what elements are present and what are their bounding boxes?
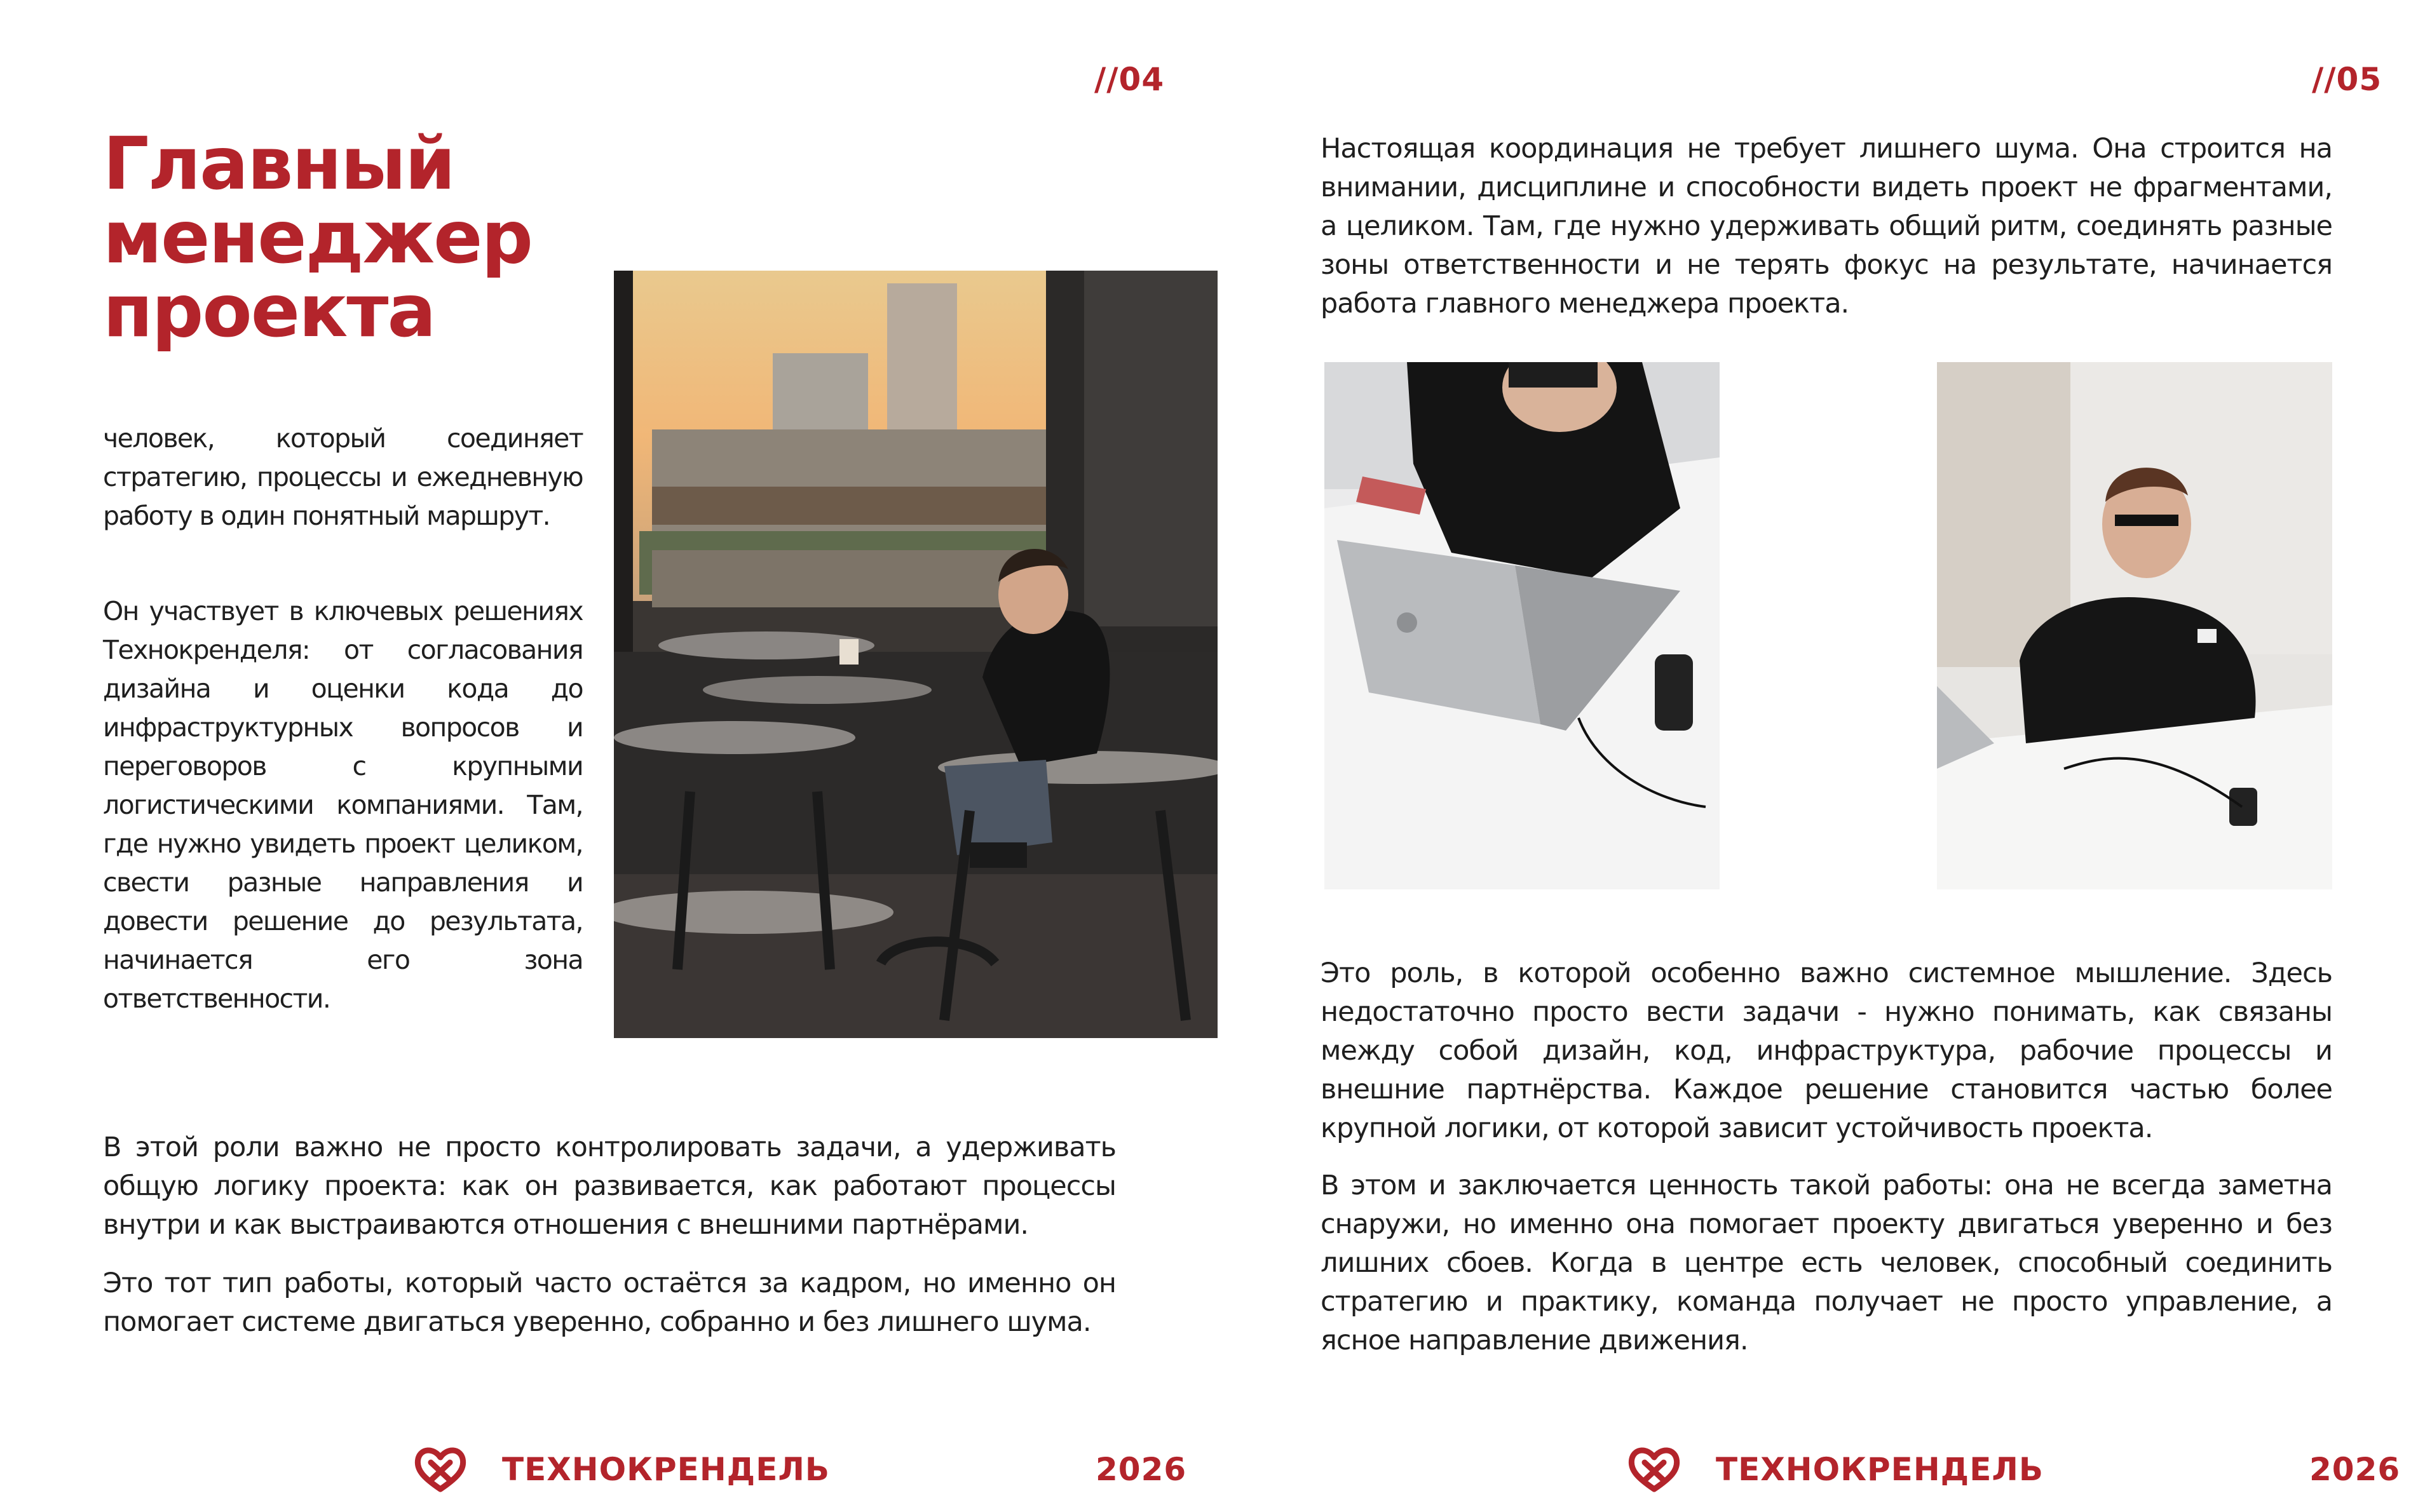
brand-name: ТЕХНОКРЕНДЕЛЬ (502, 1451, 831, 1488)
body-paragraph: Он участвует в ключевых решениях Технокренделя: от согласования дизайна и оценки кода до инфраструктурных вопросов и переговоров с крупными логистическими компаниями. Там, где нужно увидеть проект целиком, свести разные направления и довести решение до результата, начинается его зона ответственности. (103, 596, 583, 1014)
body-paragraph: Это тот тип работы, который часто остаётся за кадром, но именно он помогает системе двигаться уверенно, собранно и без лишнего шума. (103, 1267, 1116, 1338)
photo-laptop-desk-icon (1324, 362, 1720, 889)
laptop-desk-photo (1324, 362, 1720, 889)
year: 2026 (2309, 1451, 2401, 1488)
left-page (0, 0, 1212, 1512)
year: 2026 (1096, 1451, 1187, 1488)
page-title: Главный менеджер проекта (103, 121, 533, 353)
brand-name: ТЕХНОКРЕНДЕЛЬ (1716, 1451, 2044, 1488)
body-paragraph: Настоящая координация не требует лишнего шума. Она строится на внимании, дисциплине и способности видеть проект не фрагментами, а целиком. Там, где нужно удерживать общий ритм, соединять разные зоны ответственности и не терять фокус на результате, начинается работа главного менеджера проекта. (1321, 133, 2332, 320)
pretzel-logo-icon (1626, 1443, 1683, 1494)
pretzel-logo-icon (412, 1443, 469, 1494)
photo-man-at-table-icon (1937, 362, 2332, 889)
intro-paragraph: человек, который соединяет стратегию, процессы и ежедневную работу в один понятный маршрут. (103, 423, 583, 531)
photo-cafe-terrace-icon (614, 271, 1218, 1038)
right-page (1212, 0, 2425, 1512)
man-at-table-photo (1937, 362, 2332, 889)
cafe-terrace-photo (614, 271, 1218, 1038)
body-paragraph: В этой роли важно не просто контролировать задачи, а удерживать общую логику проекта: как он развивается, как работают процессы внутри и как выстраиваются отношения с внешними партнёрами. (103, 1131, 1116, 1241)
body-paragraph: Это роль, в которой особенно важно системное мышление. Здесь недостаточно просто вести задачи - нужно понимать, как связаны между собой дизайн, код, инфраструктура, рабочие процессы и внешние партнёрства. Каждое решение становится частью более крупной логики, от которой зависит устойчивость проекта. (1321, 957, 2332, 1144)
page-number: //04 (1094, 61, 1165, 98)
body-paragraph: В этом и заключается ценность такой работы: она не всегда заметна снаружи, но именно она помогает проекту двигаться уверенно и без лишних сбоев. Когда в центре есть человек, способный соединить стратегию и практику, команда получает не просто управление, а ясное направление движения. (1321, 1170, 2332, 1356)
page-number: //05 (2312, 61, 2382, 98)
footer (0, 1442, 1212, 1499)
footer (1212, 1442, 2425, 1499)
